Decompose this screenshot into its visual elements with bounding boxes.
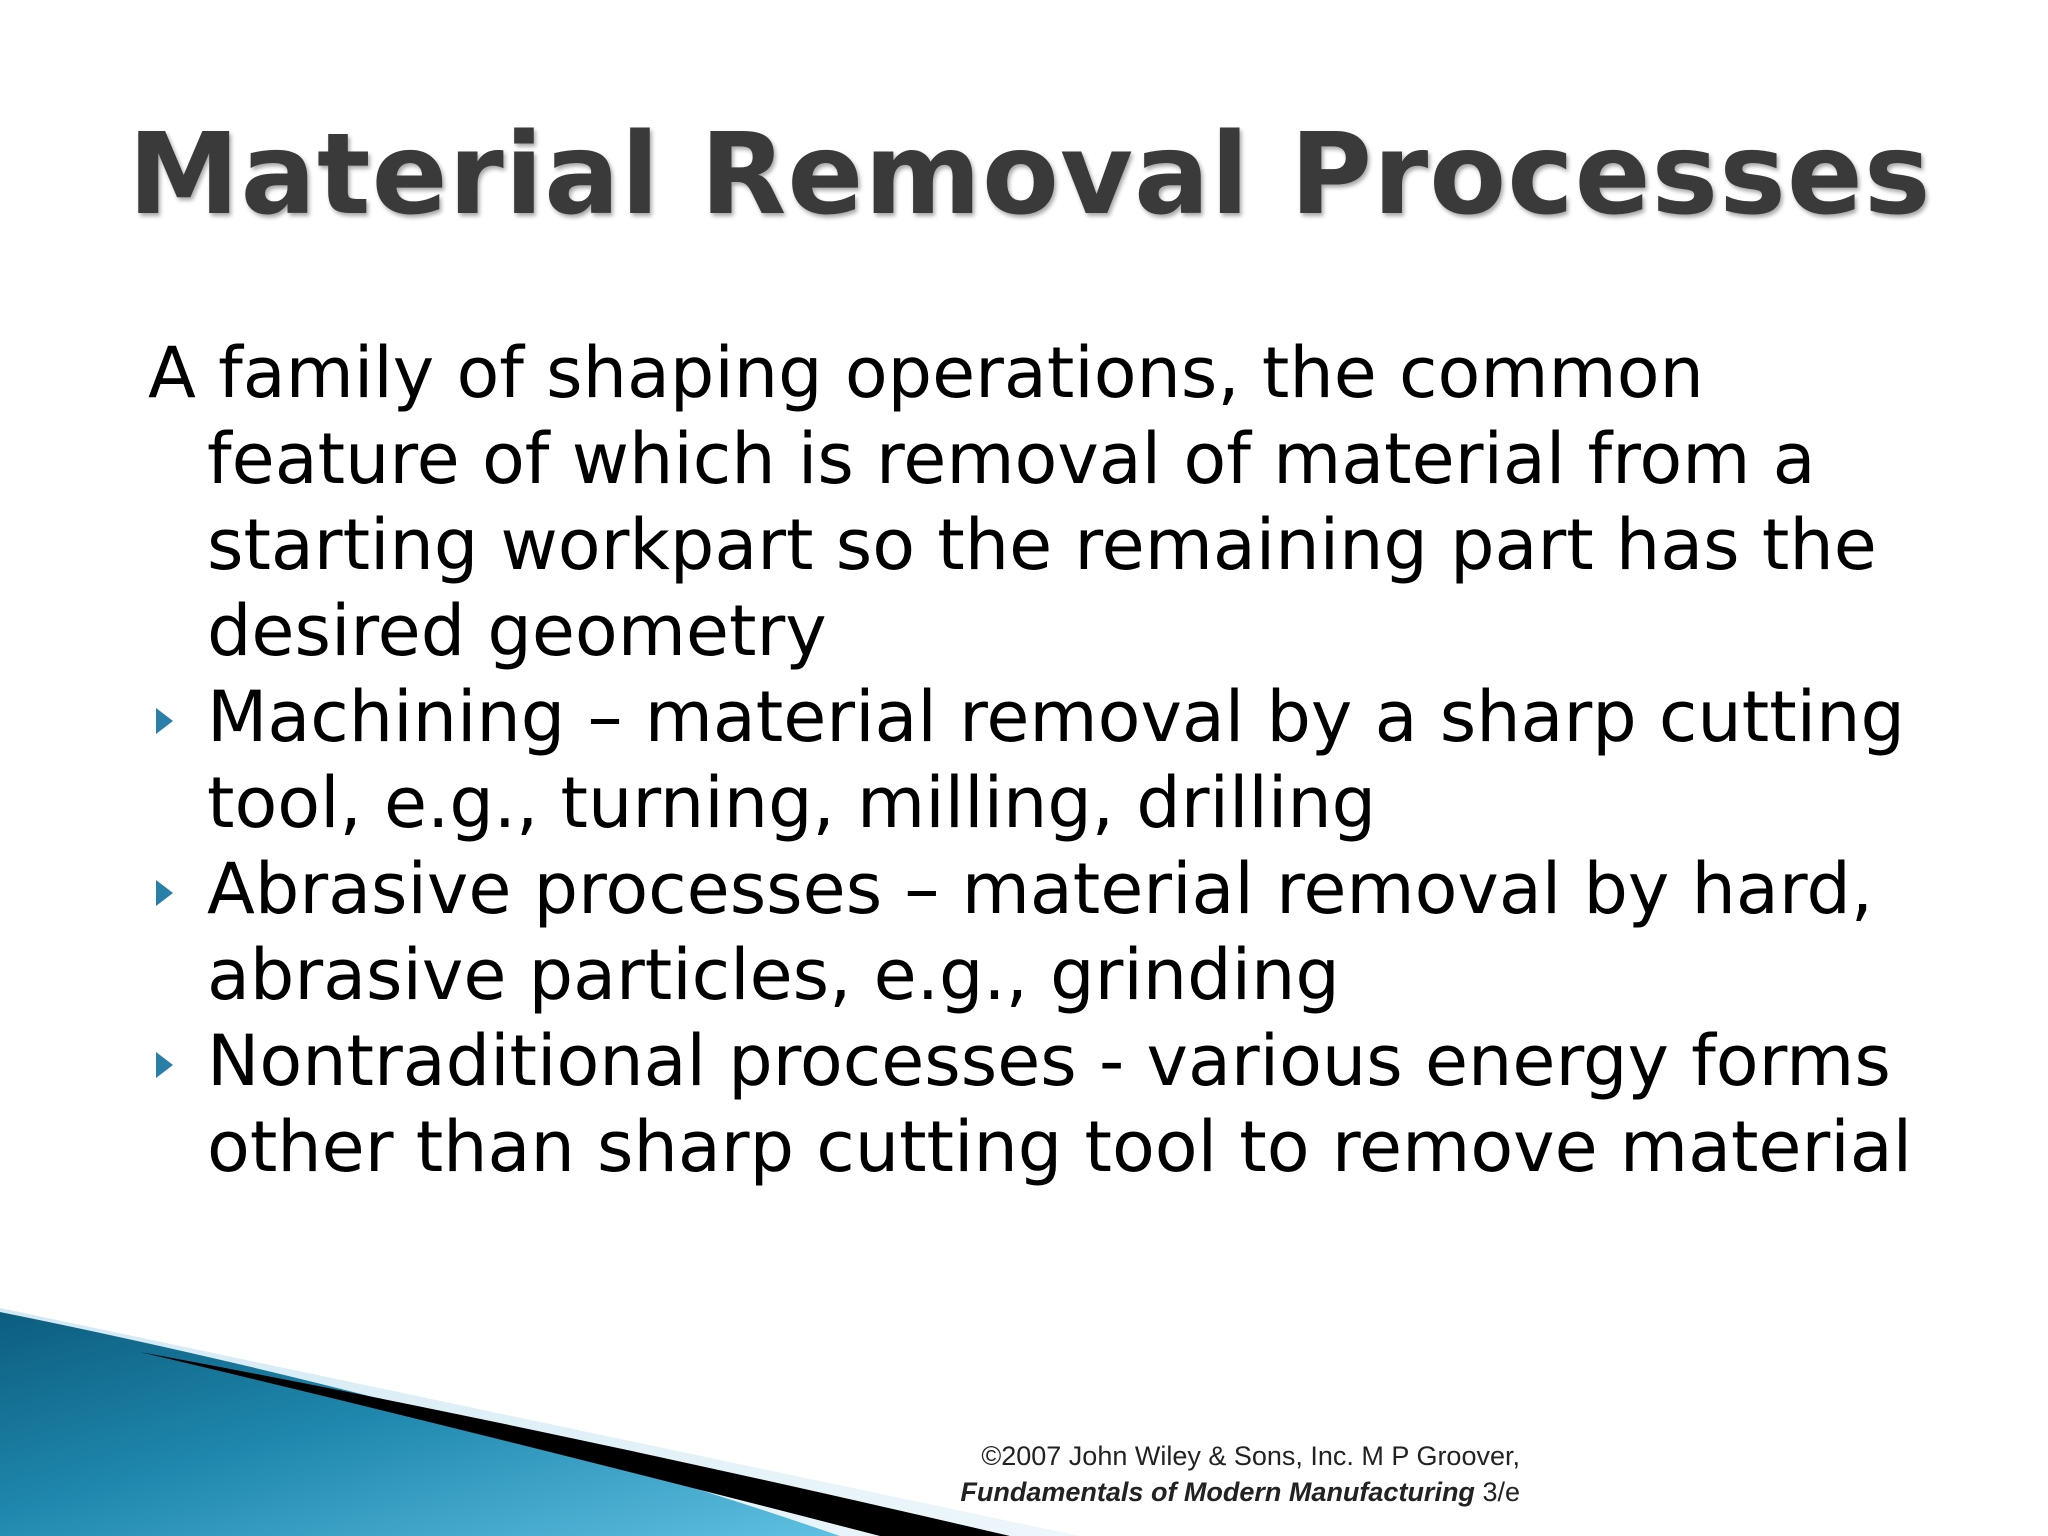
bullet-list bbox=[148, 674, 1948, 1190]
bullet-item-abrasive bbox=[148, 846, 1948, 1018]
book-line bbox=[960, 1474, 1520, 1510]
intro-paragraph: A family of shaping operations, the common feature of which is removal of material from a starting workpart so the remaining part has the desired geometry bbox=[148, 332, 1877, 672]
triangle-right-icon bbox=[156, 1052, 173, 1078]
bullet-item-nontraditional bbox=[148, 1018, 1948, 1190]
slide-body bbox=[148, 330, 1948, 1190]
bullet-text: Machining – material removal by a sharp cutting tool, e.g., turning, milling, drilling bbox=[207, 676, 1905, 844]
book-edition: 3/e bbox=[1482, 1477, 1520, 1507]
slide-title: Material Removal Processes bbox=[128, 110, 1932, 240]
copyright-footer bbox=[960, 1438, 1520, 1510]
book-title: Fundamentals of Modern Manufacturing bbox=[960, 1477, 1475, 1507]
teal-swoosh bbox=[0, 1312, 840, 1536]
copyright-line: ©2007 John Wiley & Sons, Inc. M P Groover, bbox=[981, 1441, 1520, 1471]
bullet-text: Abrasive processes – material removal by hard, abrasive particles, e.g., grinding bbox=[207, 848, 1874, 1016]
triangle-right-icon bbox=[156, 880, 173, 906]
bullet-text: Nontraditional processes - various energy forms other than sharp cutting tool to remove material bbox=[207, 1020, 1913, 1188]
bullet-item-machining bbox=[148, 674, 1948, 846]
triangle-right-icon bbox=[156, 708, 173, 734]
